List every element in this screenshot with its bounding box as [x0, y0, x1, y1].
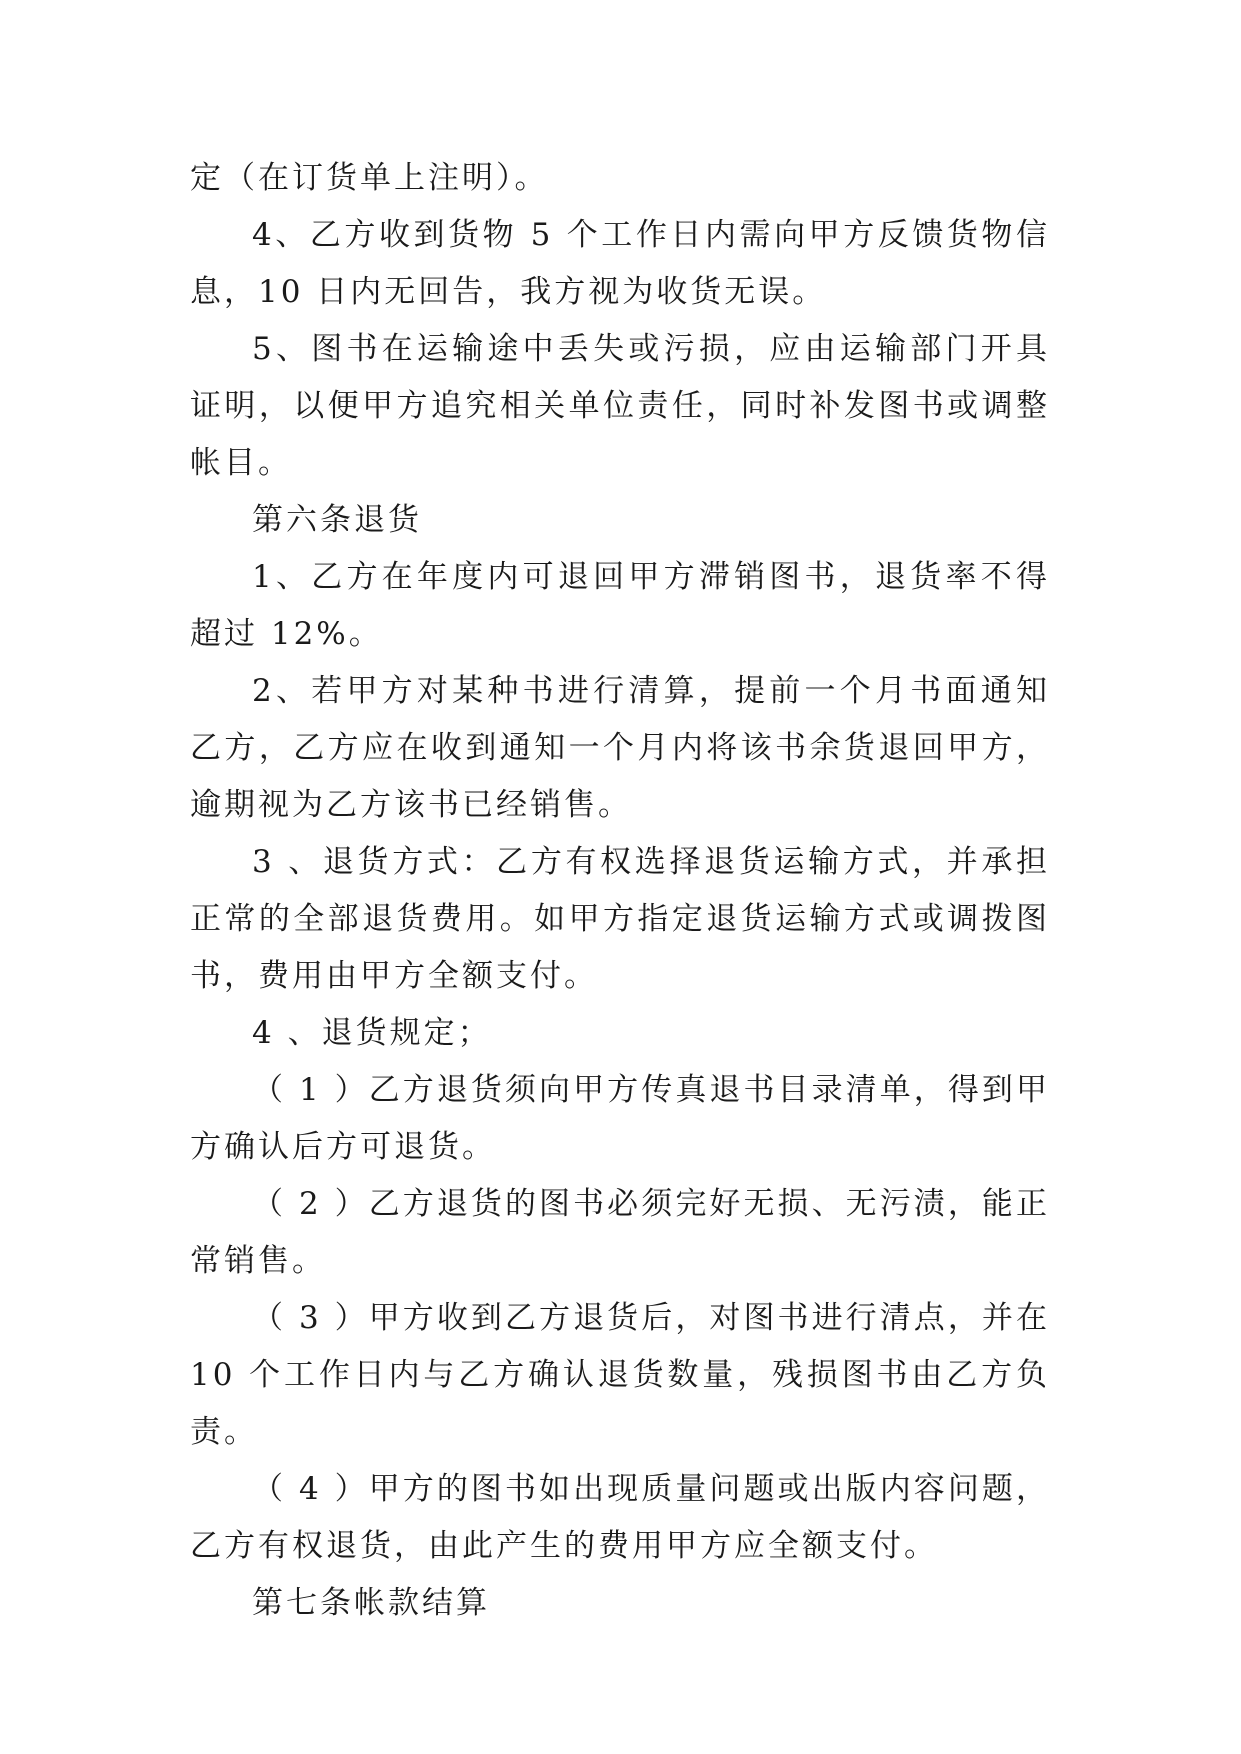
paragraph-return-rule-4: （ 4 ）甲方的图书如出现质量问题或出版内容问题，乙方有权退货，由此产生的费用甲方应全额支付。 — [190, 1471, 1050, 1564]
paragraph-item-5-transport-loss: 5、图书在运输途中丢失或污损，应由运输部门开具证明，以便甲方追究相关单位责任，同时补发图书或调整帐目。 — [190, 331, 1050, 481]
section-heading-article-6: 第六条退货 — [252, 502, 422, 538]
paragraph-return-item-1: 1、乙方在年度内可退回甲方滞销图书，退货率不得超过 12%。 — [190, 559, 1050, 652]
paragraph-return-item-2: 2、若甲方对某种书进行清算，提前一个月书面通知乙方，乙方应在收到通知一个月内将该书余货退回甲方，逾期视为乙方该书已经销售。 — [190, 673, 1050, 823]
document-body — [190, 150, 1050, 1632]
paragraph-return-item-4: 4 、退货规定； — [252, 1015, 492, 1051]
paragraph-continuation: 定（在订货单上注明）。 — [190, 160, 549, 196]
section-heading-article-7: 第七条帐款结算 — [252, 1585, 490, 1621]
paragraph-return-rule-3: （ 3 ）甲方收到乙方退货后，对图书进行清点，并在 10 个工作日内与乙方确认退货数量，残损图书由乙方负责。 — [190, 1300, 1050, 1450]
paragraph-return-rule-2: （ 2 ）乙方退货的图书必须完好无损、无污渍，能正常销售。 — [190, 1186, 1050, 1279]
paragraph-item-4-receipt-feedback: 4、乙方收到货物 5 个工作日内需向甲方反馈货物信息，10 日内无回告，我方视为收货无误。 — [190, 217, 1050, 310]
paragraph-return-item-3: 3 、退货方式：乙方有权选择退货运输方式，并承担正常的全部退货费用。如甲方指定退货运输方式或调拨图书，费用由甲方全额支付。 — [190, 844, 1050, 994]
paragraph-return-rule-1: （ 1 ）乙方退货须向甲方传真退书目录清单，得到甲方确认后方可退货。 — [190, 1072, 1050, 1165]
